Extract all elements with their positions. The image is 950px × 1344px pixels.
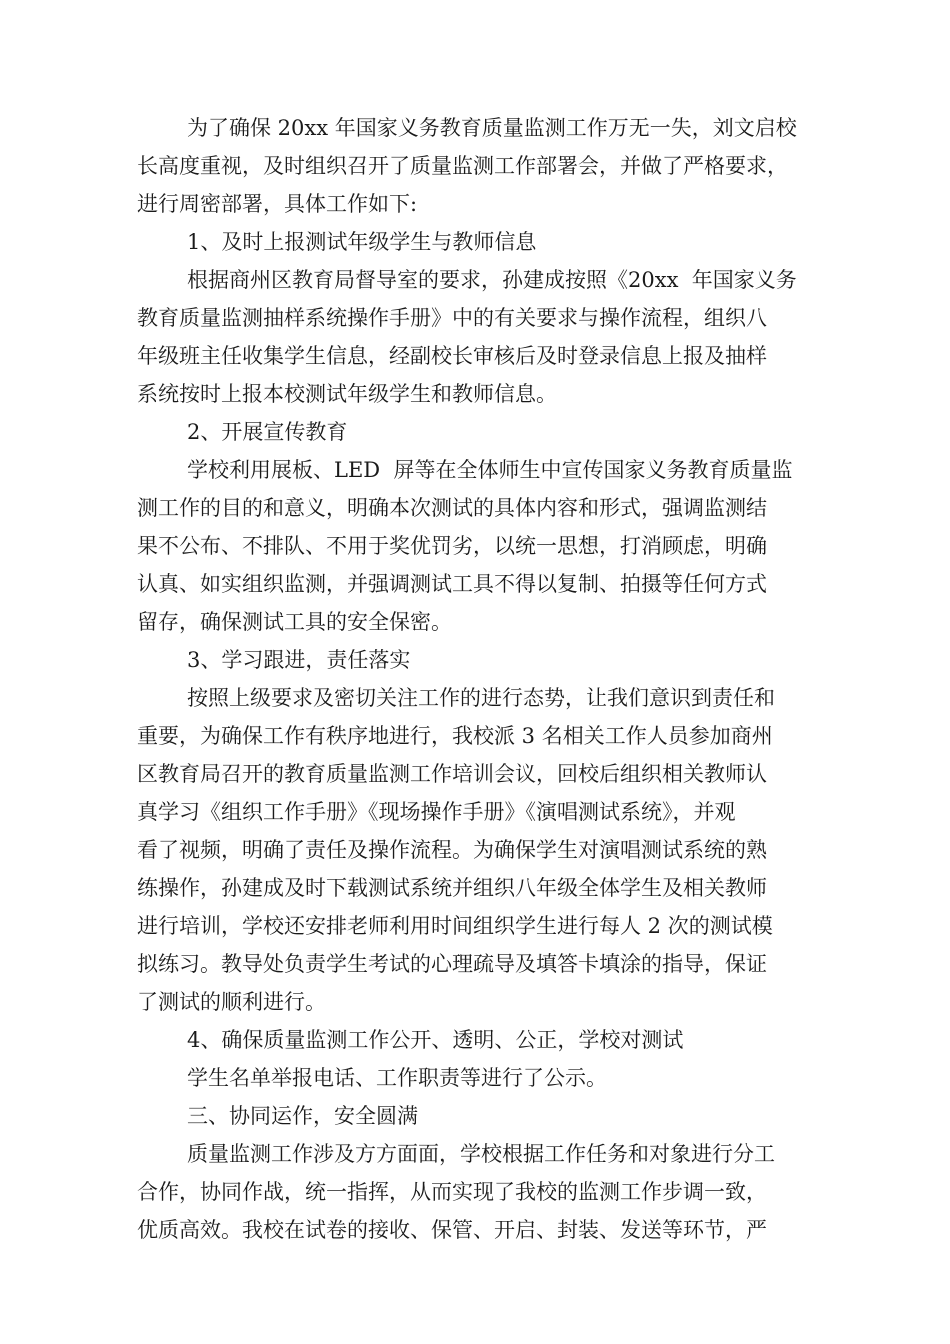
text-line: 1、及时上报测试年级学生与教师信息 bbox=[187, 230, 537, 254]
text-line: 年级班主任收集学生信息，经副校长审核后及时登录信息上报及抽样 bbox=[137, 344, 767, 368]
text-line: 3、学习跟进，责任落实 bbox=[187, 648, 411, 672]
text-line: 为了确保 20xx 年国家义务教育质量监测工作万无一失，刘文启校 bbox=[187, 116, 797, 140]
text-line: 系统按时上报本校测试年级学生和教师信息。 bbox=[137, 382, 557, 406]
text-line: 长高度重视，及时组织召开了质量监测工作部署会，并做了严格要求， bbox=[137, 154, 788, 178]
text-line: 测工作的目的和意义，明确本次测试的具体内容和形式，强调监测结 bbox=[137, 496, 767, 520]
text-line: 重要，为确保工作有秩序地进行，我校派 3 名相关工作人员参加商州 bbox=[137, 724, 773, 748]
text-line: 进行周密部署，具体工作如下: bbox=[137, 192, 418, 216]
text-line: 优质高效。我校在试卷的接收、保管、开启、封装、发送等环节，严 bbox=[137, 1218, 767, 1242]
text-line: 拟练习。教导处负责学生考试的心理疏导及填答卡填涂的指导，保证 bbox=[137, 952, 767, 976]
text-line: 认真、如实组织监测，并强调测试工具不得以复制、拍摄等任何方式 bbox=[137, 572, 767, 596]
text-line: 三、协同运作，安全圆满 bbox=[187, 1104, 418, 1128]
text-line: 了测试的顺利进行。 bbox=[137, 990, 326, 1014]
text-line: 练操作，孙建成及时下载测试系统并组织八年级全体学生及相关教师 bbox=[137, 876, 767, 900]
text-line: 真学习《组织工作手册》《现场操作手册》《演唱测试系统》，并观 bbox=[137, 800, 736, 824]
text-line: 区教育局召开的教育质量监测工作培训会议，回校后组织相关教师认 bbox=[137, 762, 767, 786]
text-line: 教育质量监测抽样系统操作手册》中的有关要求与操作流程，组织八 bbox=[137, 306, 767, 330]
text-line: 果不公布、不排队、不用于奖优罚劣，以统一思想，打消顾虑，明确 bbox=[137, 534, 767, 558]
text-line: 看了视频，明确了责任及操作流程。为确保学生对演唱测试系统的熟 bbox=[137, 838, 767, 862]
text-line: 按照上级要求及密切关注工作的进行态势，让我们意识到责任和 bbox=[187, 686, 775, 710]
text-line: 留存，确保测试工具的安全保密。 bbox=[137, 610, 452, 634]
text-line: 学生名单举报电话、工作职责等进行了公示。 bbox=[187, 1066, 607, 1090]
text-line: 学校利用展板、LED 屏等在全体师生中宣传国家义务教育质量监 bbox=[187, 458, 793, 482]
text-line: 进行培训，学校还安排老师利用时间组织学生进行每人 2 次的测试模 bbox=[137, 914, 773, 938]
text-line: 4、确保质量监测工作公开、透明、公正，学校对测试 bbox=[187, 1028, 684, 1052]
text-line: 2、开展宣传教育 bbox=[187, 420, 348, 444]
text-line: 根据商州区教育局督导室的要求，孙建成按照《20xx 年国家义务 bbox=[187, 268, 797, 292]
text-line: 合作，协同作战，统一指挥，从而实现了我校的监测工作步调一致， bbox=[137, 1180, 767, 1204]
text-line: 质量监测工作涉及方方面面，学校根据工作任务和对象进行分工 bbox=[187, 1142, 775, 1166]
